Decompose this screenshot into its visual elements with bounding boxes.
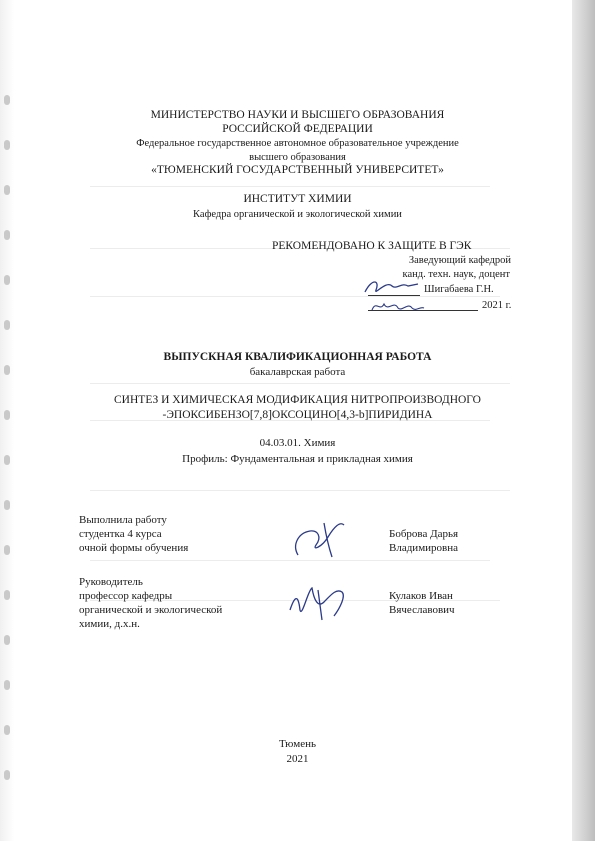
binding-hole <box>4 590 10 600</box>
author-line-3: очной формы обучения <box>79 542 189 554</box>
supervisor-signature <box>282 580 357 625</box>
institution-line-1: Федеральное государственное автономное образовательное учреждение <box>136 138 459 149</box>
author-signature <box>288 515 358 565</box>
supervisor-line-3: органической и экологической <box>79 604 223 616</box>
work-type: ВЫПУСКНАЯ КВАЛИФИКАЦИОННАЯ РАБОТА <box>163 351 432 363</box>
approval-role: Заведующий кафедрой <box>408 255 511 266</box>
binding-hole <box>4 545 10 555</box>
institution-line-2: высшего образования <box>249 152 346 163</box>
binding-hole <box>4 320 10 330</box>
speciality-profile: Профиль: Фундаментальная и прикладная химия <box>182 453 413 465</box>
bleed-through-line <box>90 383 510 384</box>
institute-name: ИНСТИТУТ ХИМИИ <box>243 193 352 205</box>
author-line-1: Выполнила работу <box>79 514 167 526</box>
binding-hole <box>4 770 10 780</box>
approval-year: 2021 г. <box>482 300 512 311</box>
binding-hole <box>4 95 10 105</box>
ministry-line-1: МИНИСТЕРСТВО НАУКИ И ВЫСШЕГО ОБРАЗОВАНИЯ <box>150 109 445 121</box>
work-title-line-2: -ЭПОКСИБЕНЗО[7,8]ОКСОЦИНО[4,3-b]ПИРИДИНА <box>162 409 433 421</box>
work-level: бакалаврская работа <box>249 366 346 378</box>
author-line-2: студентка 4 курса <box>79 528 162 540</box>
date-handwriting <box>368 298 428 316</box>
supervisor-line-1: Руководитель <box>79 576 143 588</box>
year: 2021 <box>286 753 309 765</box>
binding-hole <box>4 500 10 510</box>
approval-degree: канд. техн. наук, доцент <box>402 269 510 280</box>
city: Тюмень <box>279 738 316 750</box>
author-name-2: Владимировна <box>389 542 459 554</box>
approval-title: РЕКОМЕНДОВАНО К ЗАЩИТЕ В ГЭК <box>272 240 472 252</box>
binding-hole <box>4 230 10 240</box>
bleed-through-line <box>90 296 500 297</box>
date-line <box>368 310 478 311</box>
university-name: «ТЮМЕНСКИЙ ГОСУДАРСТВЕННЫЙ УНИВЕРСИТЕТ» <box>151 164 444 176</box>
speciality-code: 04.03.01. Химия <box>259 437 336 449</box>
approval-name: Шигабаева Г.Н. <box>424 284 494 295</box>
department-name: Кафедра органической и экологической химии <box>193 209 402 220</box>
supervisor-name-2: Вячеславович <box>389 604 455 616</box>
ministry-line-2: РОССИЙСКОЙ ФЕДЕРАЦИИ <box>222 123 373 135</box>
signature-line <box>368 295 420 296</box>
binding-hole <box>4 275 10 285</box>
supervisor-line-2: профессор кафедры <box>79 590 173 602</box>
binding-hole <box>4 725 10 735</box>
binding-hole <box>4 680 10 690</box>
binding-hole <box>4 635 10 645</box>
bleed-through-line <box>90 186 490 187</box>
work-title-line-1: СИНТЕЗ И ХИМИЧЕСКАЯ МОДИФИКАЦИЯ НИТРОПРОИЗВОДНОГО <box>114 394 481 406</box>
author-name-1: Боброва Дарья <box>389 528 459 540</box>
supervisor-line-4: химии, д.х.н. <box>79 618 140 630</box>
supervisor-name-1: Кулаков Иван <box>389 590 453 602</box>
bleed-through-line <box>90 490 510 491</box>
